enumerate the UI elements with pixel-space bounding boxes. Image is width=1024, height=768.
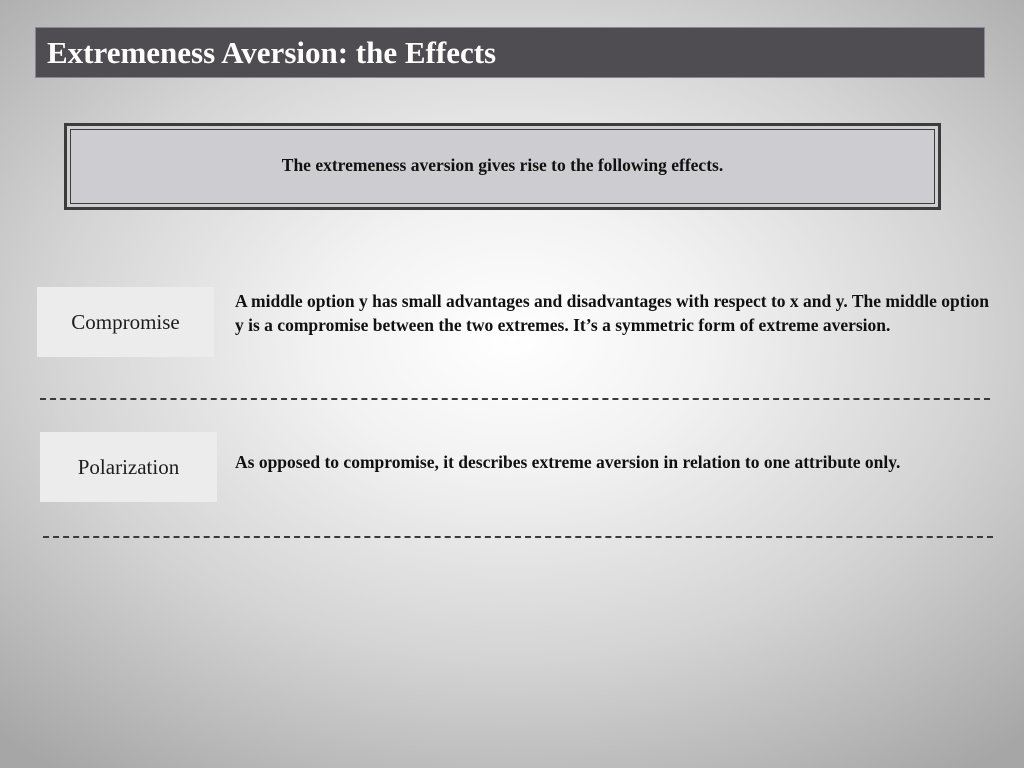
intro-text: The extremeness aversion gives rise to the following effects. xyxy=(281,155,724,175)
intro-box-inner xyxy=(70,129,935,204)
description-compromise: A middle option y has small advantages and disadvantages with respect to x and y. The middle option y is a compromise between the two extremes. It’s a symmetric form of extreme aversion. xyxy=(235,291,989,335)
term-compromise: Compromise xyxy=(37,287,214,357)
slide-title: Extremeness Aversion: the Effects xyxy=(47,35,497,70)
description-polarization: As opposed to compromise, it describes extreme aversion in relation to one attribute only. xyxy=(235,452,901,472)
title-bar xyxy=(35,27,985,78)
intro-box xyxy=(64,123,941,210)
dashed-divider xyxy=(40,398,990,400)
dashed-divider xyxy=(43,536,993,538)
term-polarization: Polarization xyxy=(40,432,217,502)
